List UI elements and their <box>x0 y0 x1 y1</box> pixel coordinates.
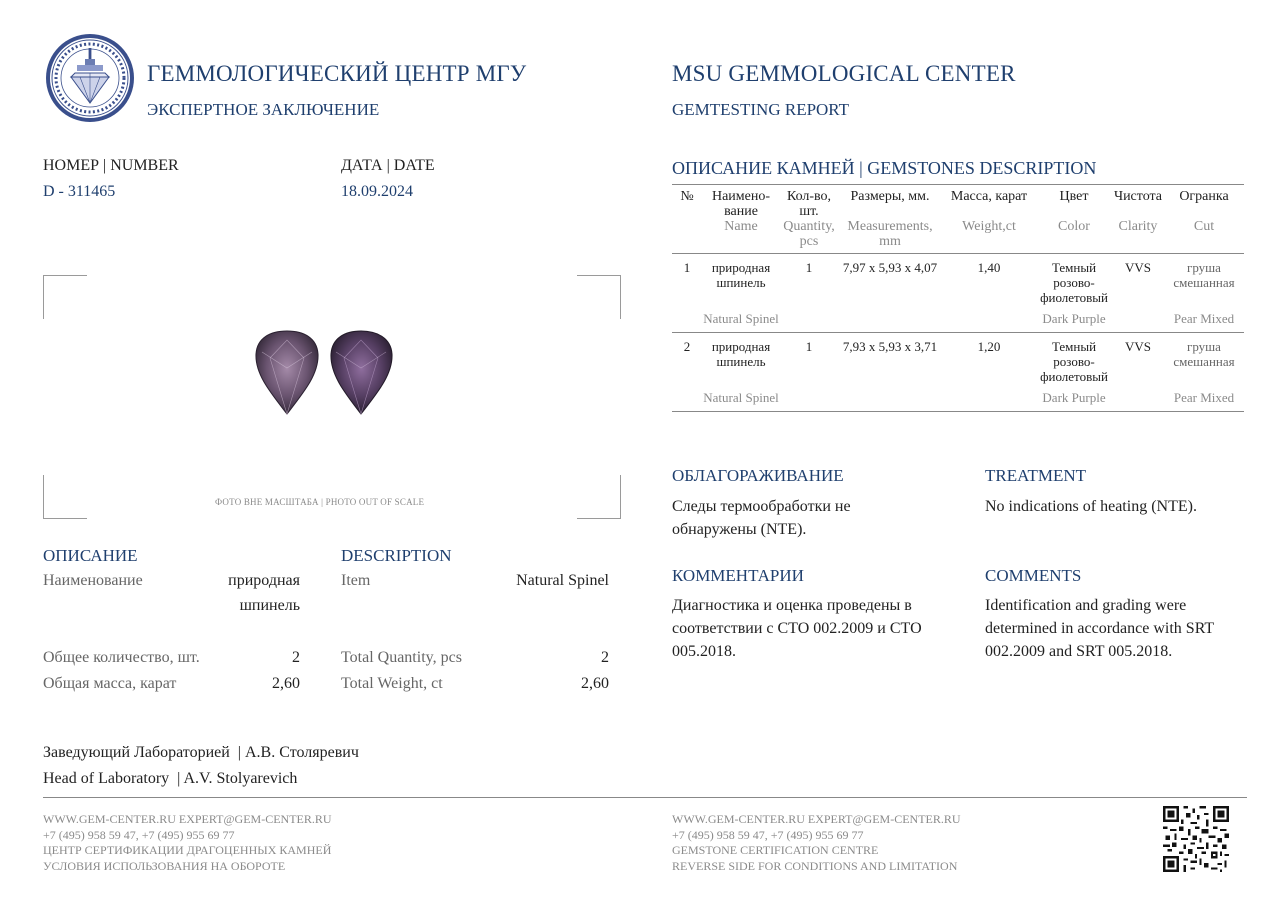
footer-en-phone: +7 (495) 958 59 47, +7 (495) 955 69 77 <box>672 827 864 842</box>
th-weight-en: Weight,ct <box>962 219 1016 234</box>
row-qty: 1 <box>805 260 813 275</box>
gems-table <box>672 184 1244 412</box>
ru-weight-label: Общая масса, карат <box>43 675 177 692</box>
row-color-ru: Темный розово-фиолетовый <box>1040 339 1108 384</box>
table-row <box>672 254 1244 305</box>
ru-treatment-title: ОБЛАГОРАЖИВАНИЕ <box>672 466 844 485</box>
row-clarity: VVS <box>1124 339 1151 354</box>
row-color-en: Dark Purple <box>1042 311 1106 326</box>
ru-description-title: ОПИСАНИЕ <box>43 546 138 565</box>
table-row-en <box>672 384 1244 412</box>
row-name-en: Natural Spinel <box>703 311 779 326</box>
footer-ru-phone: +7 (495) 958 59 47, +7 (495) 955 69 77 <box>43 827 235 842</box>
msu-seal-icon <box>45 33 135 123</box>
photo-caption: ФОТО ВНЕ МАСШТАБА | PHOTO OUT OF SCALE <box>215 497 425 507</box>
ru-item-value-2: шпинель <box>239 597 300 614</box>
en-treatment-text: No indications of heating (NTE). <box>985 498 1197 515</box>
en-item-label: Item <box>341 572 371 589</box>
en-qty-label: Total Quantity, pcs <box>341 649 462 666</box>
th-no: № <box>672 185 702 220</box>
gems-table-title: ОПИСАНИЕ КАМНЕЙ | GEMSTONES DESCRIPTION <box>672 158 1097 178</box>
en-weight-value: 2,60 <box>581 675 609 692</box>
en-item-value: Natural Spinel <box>516 572 609 589</box>
row-cut-en: Pear Mixed <box>1173 311 1235 326</box>
row-weight: 1,20 <box>977 339 1001 354</box>
row-weight: 1,40 <box>977 260 1001 275</box>
signature-en: Head of Laboratory | A.V. Stolyarevich <box>43 770 298 787</box>
row-color-ru: Темный розово-фиолетовый <box>1040 260 1108 305</box>
en-description-title: DESCRIPTION <box>341 546 452 565</box>
date-value: 18.09.2024 <box>341 183 413 200</box>
ru-item-label: Наименование <box>43 572 143 589</box>
en-weight-label: Total Weight, ct <box>341 675 443 692</box>
th-qty-en: Quantity, pcs <box>783 219 835 249</box>
ru-qty-value: 2 <box>292 649 300 666</box>
th-clarity: Чистота <box>1112 185 1164 220</box>
row-no: 1 <box>683 260 691 275</box>
ru-comments-text: Диагностика и оценка проведены в соответствии с СТО 002.2009 и СТО 005.2018. <box>672 597 922 660</box>
row-name-en: Natural Spinel <box>703 390 779 405</box>
number-value: D - 311465 <box>43 183 116 200</box>
footer-en <box>672 812 961 874</box>
th-size: Размеры, мм. <box>838 185 942 220</box>
ru-subtitle: ЭКСПЕРТНОЕ ЗАКЛЮЧЕНИЕ <box>147 100 380 119</box>
row-size: 7,93 x 5,93 x 3,71 <box>842 339 938 354</box>
en-comments-title: COMMENTS <box>985 566 1082 585</box>
footer-ru-terms: УСЛОВИЯ ИСПОЛЬЗОВАНИЯ НА ОБОРОТЕ <box>43 858 286 873</box>
th-no-en <box>672 219 702 254</box>
gemstones-photo <box>250 328 400 420</box>
row-cut-ru: груша смешанная <box>1173 339 1235 369</box>
th-qty: Кол-во, шт. <box>780 185 838 220</box>
en-title: MSU GEMMOLOGICAL CENTER <box>672 61 1016 86</box>
ru-weight-value: 2,60 <box>272 675 300 692</box>
th-size-en: Measurements, mm <box>847 219 933 249</box>
th-color-en: Color <box>1058 219 1090 234</box>
row-clarity: VVS <box>1124 260 1151 275</box>
row-qty: 1 <box>805 339 813 354</box>
row-color-en: Dark Purple <box>1042 390 1106 405</box>
row-size: 7,97 x 5,93 x 4,07 <box>842 260 938 275</box>
row-name-ru: природная шпинель <box>711 339 771 369</box>
qr-code-icon[interactable] <box>1163 806 1229 872</box>
th-name: Наимено-вание <box>702 185 780 220</box>
ru-comments-title: КОММЕНТАРИИ <box>672 566 804 585</box>
footer-en-terms: REVERSE SIDE FOR CONDITIONS AND LIMITATION <box>672 858 958 873</box>
ru-treatment-text: Следы термообработки не обнаружены (NTE). <box>672 498 851 538</box>
row-name-ru: природная шпинель <box>711 260 771 290</box>
footer-ru <box>43 812 332 874</box>
row-no: 2 <box>683 339 691 354</box>
ru-title: ГЕММОЛОГИЧЕСКИЙ ЦЕНТР МГУ <box>147 61 527 86</box>
footer-ru-web[interactable]: WWW.GEM-CENTER.RU EXPERT@GEM-CENTER.RU <box>43 812 332 826</box>
th-weight: Масса, карат <box>942 185 1036 220</box>
footer-en-org: GEMSTONE CERTIFICATION CENTRE <box>672 843 879 857</box>
table-row <box>672 333 1244 384</box>
row-cut-ru: груша смешанная <box>1173 260 1235 290</box>
footer-divider <box>43 797 1247 798</box>
row-cut-en: Pear Mixed <box>1173 390 1235 405</box>
date-label: ДАТА | DATE <box>341 157 435 174</box>
signature-ru: Заведующий Лабораторией | А.В. Столяревич <box>43 744 359 761</box>
en-subtitle: GEMTESTING REPORT <box>672 100 850 119</box>
en-treatment-title: TREATMENT <box>985 466 1087 485</box>
table-row-en <box>672 305 1244 333</box>
gems-table-wrapper <box>672 184 1244 412</box>
th-cut: Огранка <box>1164 185 1244 220</box>
number-label: НОМЕР | NUMBER <box>43 157 179 174</box>
th-cut-en: Cut <box>1193 219 1215 234</box>
footer-en-web[interactable]: WWW.GEM-CENTER.RU EXPERT@GEM-CENTER.RU <box>672 812 961 826</box>
en-qty-value: 2 <box>601 649 609 666</box>
footer-ru-org: ЦЕНТР СЕРТИФИКАЦИИ ДРАГОЦЕННЫХ КАМНЕЙ <box>43 843 332 857</box>
en-comments-text: Identification and grading were determined in accordance with SRT 002.2009 and SRT 005.2018. <box>985 597 1214 660</box>
ru-item-value-1: природная <box>228 572 300 589</box>
th-color: Цвет <box>1036 185 1112 220</box>
ru-qty-label: Общее количество, шт. <box>43 649 200 666</box>
th-name-en: Name <box>724 219 758 234</box>
th-clarity-en: Clarity <box>1118 219 1158 234</box>
